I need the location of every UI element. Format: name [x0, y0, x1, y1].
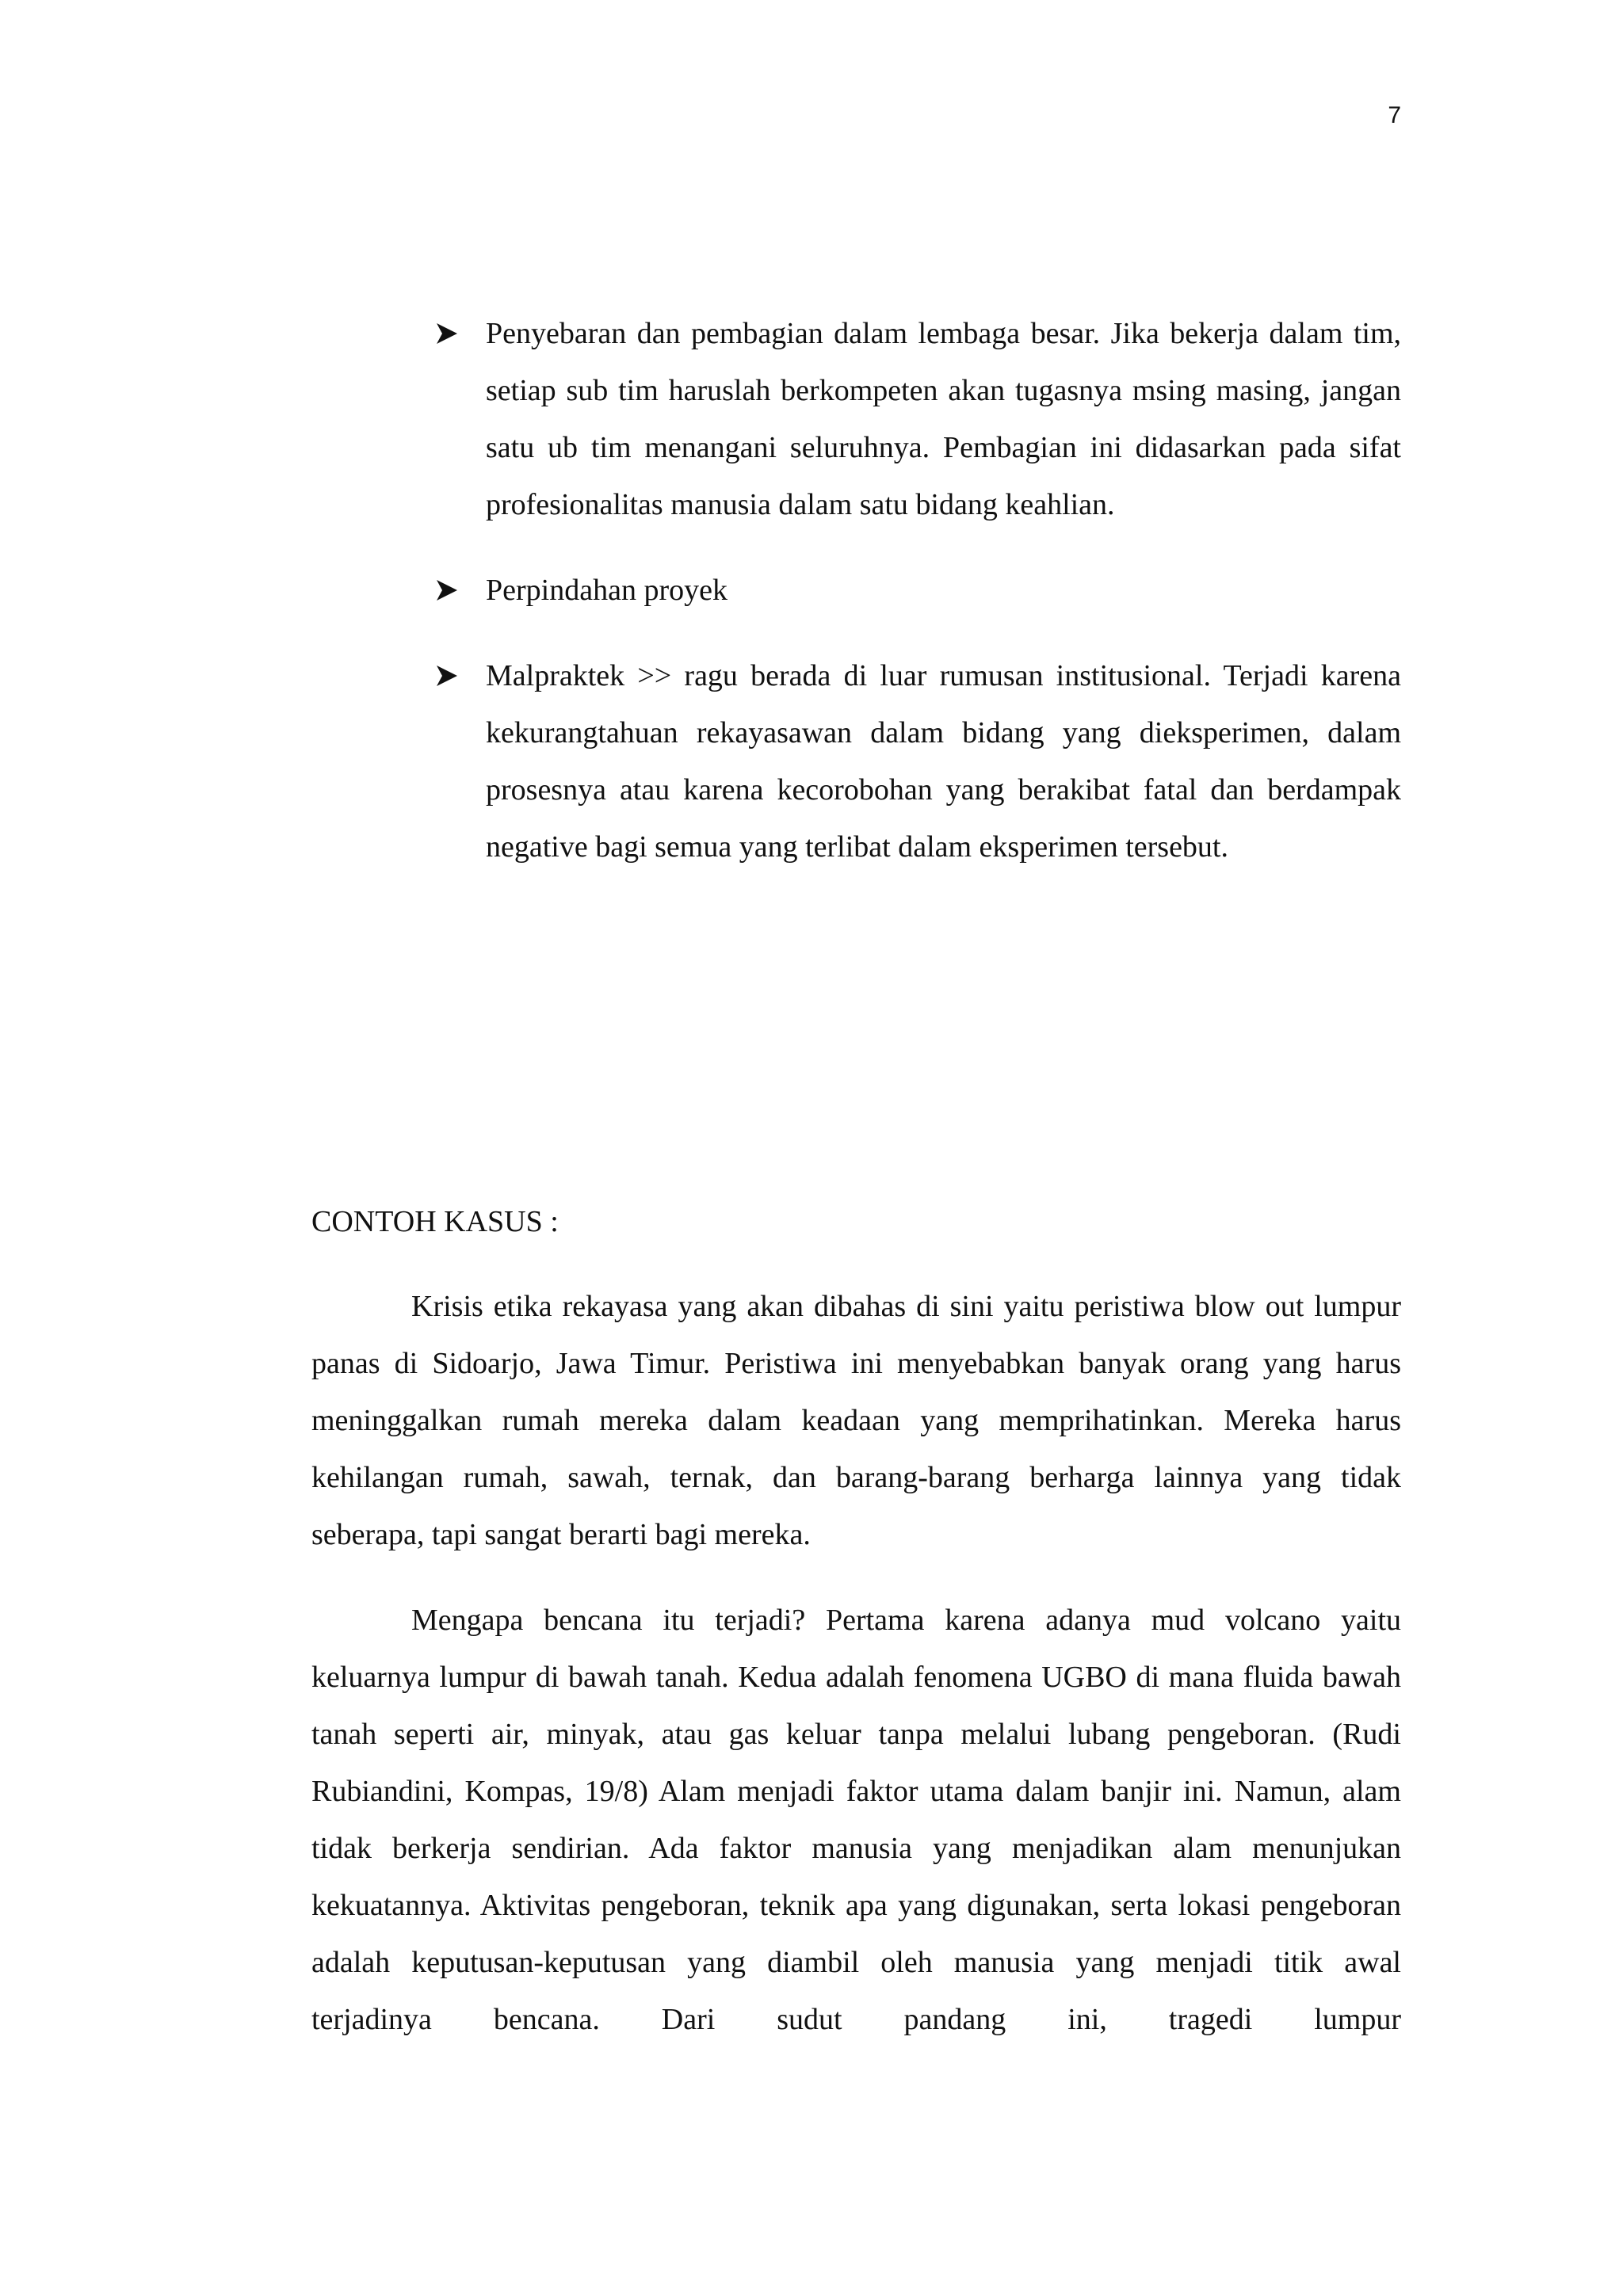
bullet-text: Malpraktek >> ragu berada di luar rumusan institusional. Terjadi karena kekurangtahuan rekayasawan dalam bidang yang dieksperimen, dalam prosesnya atau karena kecorobohan yang berakibat fatal dan berdampak negative bagi semua yang terlibat dalam eksperimen tersebut.: [486, 659, 1401, 864]
arrowhead-bullet-icon: [432, 647, 464, 704]
bullet-list: [432, 305, 1401, 904]
bullet-item: [432, 562, 1401, 619]
page-number: 7: [1388, 102, 1401, 128]
arrowhead-bullet-icon: [432, 305, 464, 362]
body-paragraph: Mengapa bencana itu terjadi? Pertama karena adanya mud volcano yaitu keluarnya lumpur di bawah tanah. Kedua adalah fenomena UGBO di mana fluida bawah tanah seperti air, minyak, atau gas keluar tanpa melalui lubang pengeboran. (Rudi Rubiandini, Kompas, 19/8) Alam menjadi faktor utama dalam banjir ini. Namun, alam tidak berkerja sendirian. Ada faktor manusia yang menjadikan alam menunjukan kekuatannya. Aktivitas pengeboran, teknik apa yang digunakan, serta lokasi pengeboran adalah keputusan-keputusan yang diambil oleh manusia yang menjadi titik awal terjadinya bencana. Dari sudut pandang ini, tragedi lumpur: [311, 1604, 1401, 2036]
bullet-item: [432, 647, 1401, 875]
arrowhead-bullet-icon: [432, 562, 464, 619]
bullet-text: Penyebaran dan pembagian dalam lembaga besar. Jika bekerja dalam tim, setiap sub tim haruslah berkompeten akan tugasnya msing masing, jangan satu ub tim menangani seluruhnya. Pembagian ini didasarkan pada sifat profesionalitas manusia dalam satu bidang keahlian.: [486, 317, 1401, 521]
body-paragraph: Krisis etika rekayasa yang akan dibahas di sini yaitu peristiwa blow out lumpur panas di Sidoarjo, Jawa Timur. Peristiwa ini menyebabkan banyak orang yang harus meninggalkan rumah mereka dalam keadaan yang memprihatinkan. Mereka harus kehilangan rumah, sawah, ternak, dan barang-barang berharga lainnya yang tidak seberapa, tapi sangat berarti bagi mereka.: [311, 1290, 1401, 1551]
section-heading: CONTOH KASUS :: [311, 1205, 559, 1238]
bullet-item: [432, 305, 1401, 533]
body-text: [311, 1278, 1401, 2048]
bullet-text: Perpindahan proyek: [486, 574, 727, 607]
